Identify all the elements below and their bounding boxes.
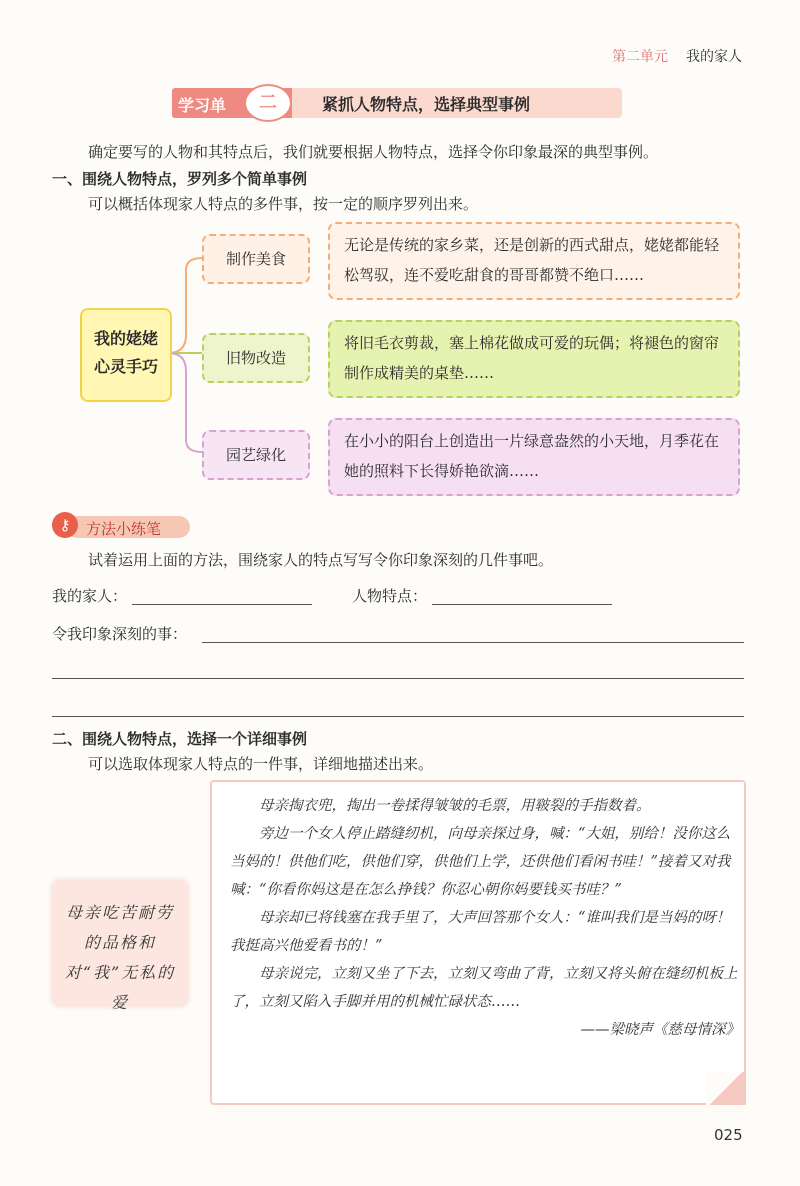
story-text [230, 792, 740, 1044]
intro-text: 确定要写的人物和其特点后，我们就要根据人物特点，选择令你印象最深的典型事例。 [88, 143, 659, 161]
practice-instruction: 试着运用上面的方法，围绕家人的特点写写令你印象深刻的几件事吧。 [88, 551, 554, 569]
trait-input-line[interactable] [432, 604, 612, 605]
side-note-card [52, 880, 188, 1012]
page-number: 025 [714, 1126, 743, 1144]
story-paragraph: 旁边一个女人停止踏缝纫机，向母亲探过身，喊：“大姐，别给！没你这么当妈的！供他们吃，供他们穿，供他们上学，还供他们看闲书哇！”接着又对我喊：“你看你妈这是在怎么挣钱？你忍心朝你妈要钱买书哇？” [230, 826, 731, 898]
events-input-line-3[interactable] [52, 716, 744, 717]
mindmap-center [80, 308, 172, 402]
example-gardening: 在小小的阳台上创造出一片绿意盎然的小天地，月季花在她的照料下长得娇艳欲滴…… [328, 418, 740, 496]
family-label: 我的家人： [52, 587, 128, 605]
mindmap-center-line1: 我的姥姥 [93, 329, 158, 348]
lesson-tag-label: 学习单 [178, 96, 227, 115]
side-note-text: 母亲吃苦耐劳的品格和对“我”无私的爱 [64, 903, 176, 1012]
lesson-number: 二 [244, 84, 292, 122]
key-icon: ⚷ [52, 512, 78, 538]
example-cooking: 无论是传统的家乡菜，还是创新的西式甜点，姥姥都能轻松驾驭，连不爱吃甜食的哥哥都赞不绝口…… [328, 222, 740, 300]
events-label: 令我印象深刻的事： [52, 625, 188, 643]
story-source: ——梁晓声《慈母情深》 [580, 1022, 740, 1038]
section1-heading: 一、围绕人物特点，罗列多个简单事例 [52, 170, 308, 188]
chapter-title: 我的家人 [686, 49, 742, 65]
family-input-line[interactable] [132, 604, 312, 605]
lesson-banner [172, 86, 624, 120]
story-excerpt-card [210, 780, 746, 1105]
category-cooking: 制作美食 [202, 234, 310, 284]
unit-label: 第二单元 [612, 49, 668, 65]
events-input-line-2[interactable] [52, 678, 744, 679]
category-gardening: 园艺绿化 [202, 430, 310, 480]
section2-heading: 二、围绕人物特点，选择一个详细事例 [52, 730, 308, 748]
mindmap-center-line2: 心灵手巧 [93, 357, 158, 376]
story-paragraph: 母亲却已将钱塞在我手里了，大声回答那个女人：“谁叫我们是当妈的呀！我挺高兴他爱看书的！” [230, 910, 731, 954]
category-upcycling: 旧物改造 [202, 333, 310, 383]
page-curl-decoration [706, 1072, 746, 1105]
story-paragraph: 母亲掏衣兜，掏出一卷揉得皱皱的毛票，用皲裂的手指数着。 [259, 798, 651, 814]
section1-subtext: 可以概括体现家人特点的多件事，按一定的顺序罗列出来。 [88, 195, 479, 213]
trait-label: 人物特点： [352, 587, 428, 605]
method-practice-label: 方法小练笔 [86, 520, 162, 538]
story-paragraph: 母亲说完，立刻又坐了下去，立刻又弯曲了背，立刻又将头俯在缝纫机板上了，立刻又陷入手脚并用的机械忙碌状态…… [230, 966, 738, 1010]
lesson-title: 紧抓人物特点，选择典型事例 [322, 95, 531, 114]
events-input-line-1[interactable] [202, 642, 744, 643]
lesson-title-bar [292, 88, 622, 118]
section2-subtext: 可以选取体现家人特点的一件事，详细地描述出来。 [88, 755, 434, 773]
example-upcycling: 将旧毛衣剪裁，塞上棉花做成可爱的玩偶；将褪色的窗帘制作成精美的桌垫…… [328, 320, 740, 398]
mindmap-connectors [168, 250, 204, 460]
method-practice-badge [52, 512, 192, 540]
